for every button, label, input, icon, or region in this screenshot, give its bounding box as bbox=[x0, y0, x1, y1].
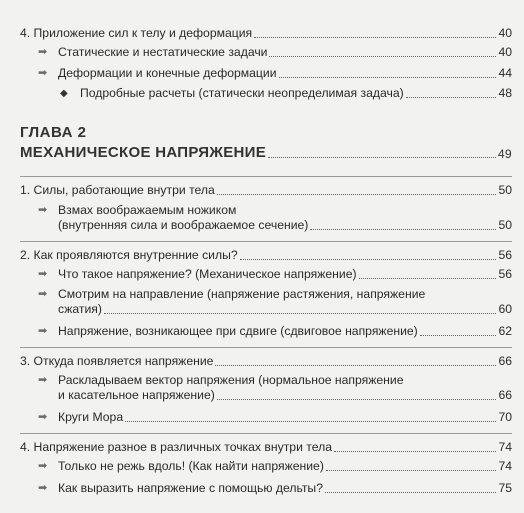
toc-section-title: 1. Силы, работающие внутри тела bbox=[20, 183, 215, 197]
toc-section-entry[interactable] bbox=[20, 440, 512, 455]
leader-dots bbox=[359, 278, 497, 279]
arrow-right-icon: ➡ bbox=[38, 325, 48, 337]
arrow-right-icon: ➡ bbox=[38, 411, 48, 423]
leader-dots bbox=[406, 97, 497, 98]
toc-item-entry[interactable] bbox=[40, 373, 512, 403]
leader-dots bbox=[104, 313, 496, 314]
section-divider bbox=[20, 347, 512, 348]
toc-page-number: 56 bbox=[498, 267, 512, 281]
toc-page-number: 74 bbox=[498, 459, 512, 473]
toc-page-number: 60 bbox=[498, 302, 512, 316]
section-divider bbox=[20, 433, 512, 434]
toc-page-number: 74 bbox=[498, 440, 512, 454]
toc-item-title-line1: Смотрим на направление (напряжение растяжения, напряжение bbox=[58, 287, 426, 301]
leader-dots bbox=[420, 335, 497, 336]
leader-dots bbox=[217, 399, 497, 400]
leader-dots bbox=[215, 365, 496, 366]
toc-item-title-line1: Взмах воображаемым ножиком bbox=[58, 203, 237, 217]
arrow-right-icon: ➡ bbox=[38, 460, 48, 472]
leader-dots bbox=[240, 259, 497, 260]
toc-page-number: 44 bbox=[498, 66, 512, 80]
toc-section-title: 4. Напряжение разное в различных точках внутри тела bbox=[20, 440, 332, 454]
arrow-right-icon: ➡ bbox=[38, 374, 48, 386]
toc-item-entry[interactable] bbox=[40, 287, 512, 317]
toc-section-entry[interactable] bbox=[20, 183, 512, 198]
toc-page-number: 40 bbox=[498, 45, 512, 59]
toc-section-title: 3. Откуда появляется напряжение bbox=[20, 354, 214, 368]
toc-item-entry[interactable] bbox=[40, 45, 512, 60]
arrow-right-icon: ➡ bbox=[38, 67, 48, 79]
chapter-label: ГЛАВА 2 bbox=[20, 124, 87, 141]
leader-dots bbox=[125, 421, 496, 422]
toc-item-title: Что такое напряжение? (Механическое напряжение) bbox=[58, 267, 357, 281]
toc-page-number: 56 bbox=[498, 248, 512, 262]
toc-item-entry[interactable] bbox=[40, 481, 512, 496]
leader-dots bbox=[217, 194, 497, 195]
toc-item-title-line2: сжатия) bbox=[58, 302, 102, 316]
toc-page-number: 48 bbox=[498, 86, 512, 100]
toc-section-entry[interactable] bbox=[20, 248, 512, 263]
toc-item-title: Круги Мора bbox=[58, 410, 124, 424]
section-divider bbox=[20, 176, 512, 177]
leader-dots bbox=[254, 37, 496, 38]
toc-section-title: 2. Как проявляются внутренние силы? bbox=[20, 248, 238, 262]
toc-page-number: 75 bbox=[498, 481, 512, 495]
toc-item-title: Напряжение, возникающее при сдвиге (сдвиговое напряжение) bbox=[58, 324, 418, 338]
arrow-right-icon: ➡ bbox=[38, 482, 48, 494]
toc-page-number: 50 bbox=[498, 218, 512, 232]
toc-item-title: Статические и нестатические задачи bbox=[58, 45, 268, 59]
toc-item-title: Как выразить напряжение с помощью дельты? bbox=[58, 481, 323, 495]
toc-item-entry[interactable] bbox=[40, 324, 512, 339]
toc-item-title: Только не режь вдоль! (Как найти напряжение) bbox=[58, 459, 324, 473]
diamond-bullet-icon: ◆ bbox=[60, 88, 68, 99]
arrow-right-icon: ➡ bbox=[38, 46, 48, 58]
chapter-title: МЕХАНИЧЕСКОЕ НАПРЯЖЕНИЕ bbox=[20, 144, 267, 161]
toc-page-number: 66 bbox=[498, 388, 512, 402]
arrow-right-icon: ➡ bbox=[38, 204, 48, 216]
toc-item-title-line2: и касательное напряжение) bbox=[58, 388, 215, 402]
toc-item-entry[interactable] bbox=[40, 66, 512, 81]
toc-page-number: 40 bbox=[498, 26, 512, 40]
leader-dots bbox=[334, 451, 496, 452]
toc-item-entry[interactable] bbox=[40, 410, 512, 425]
toc-subitem-title: Подробные расчеты (статически неопределимая задача) bbox=[80, 86, 404, 100]
toc-page-number: 70 bbox=[498, 410, 512, 424]
toc-section-entry[interactable] bbox=[20, 26, 512, 41]
leader-dots bbox=[310, 229, 496, 230]
toc-item-title-line1: Раскладываем вектор напряжения (нормальное напряжение bbox=[58, 373, 404, 387]
toc-item-entry[interactable] bbox=[40, 459, 512, 474]
toc-page-number: 62 bbox=[498, 324, 512, 338]
toc-section-entry[interactable] bbox=[20, 354, 512, 369]
section-divider bbox=[20, 241, 512, 242]
toc-section-title: 4. Приложение сил к телу и деформация bbox=[20, 26, 253, 40]
chapter-title-entry[interactable] bbox=[20, 144, 512, 161]
toc-item-entry[interactable] bbox=[40, 267, 512, 282]
toc-item-title: Деформации и конечные деформации bbox=[58, 66, 277, 80]
arrow-right-icon: ➡ bbox=[38, 288, 48, 300]
leader-dots bbox=[279, 77, 497, 78]
leader-dots bbox=[268, 157, 496, 158]
leader-dots bbox=[325, 492, 496, 493]
toc-page-number: 49 bbox=[497, 147, 512, 161]
leader-dots bbox=[269, 56, 496, 57]
toc-item-entry[interactable] bbox=[40, 203, 512, 233]
toc-subitem-entry[interactable] bbox=[62, 86, 512, 101]
leader-dots bbox=[326, 470, 497, 471]
arrow-right-icon: ➡ bbox=[38, 268, 48, 280]
toc-page-number: 66 bbox=[498, 354, 512, 368]
toc-page-number: 50 bbox=[498, 183, 512, 197]
toc-item-title-line2: (внутренняя сила и воображаемое сечение) bbox=[58, 218, 309, 232]
